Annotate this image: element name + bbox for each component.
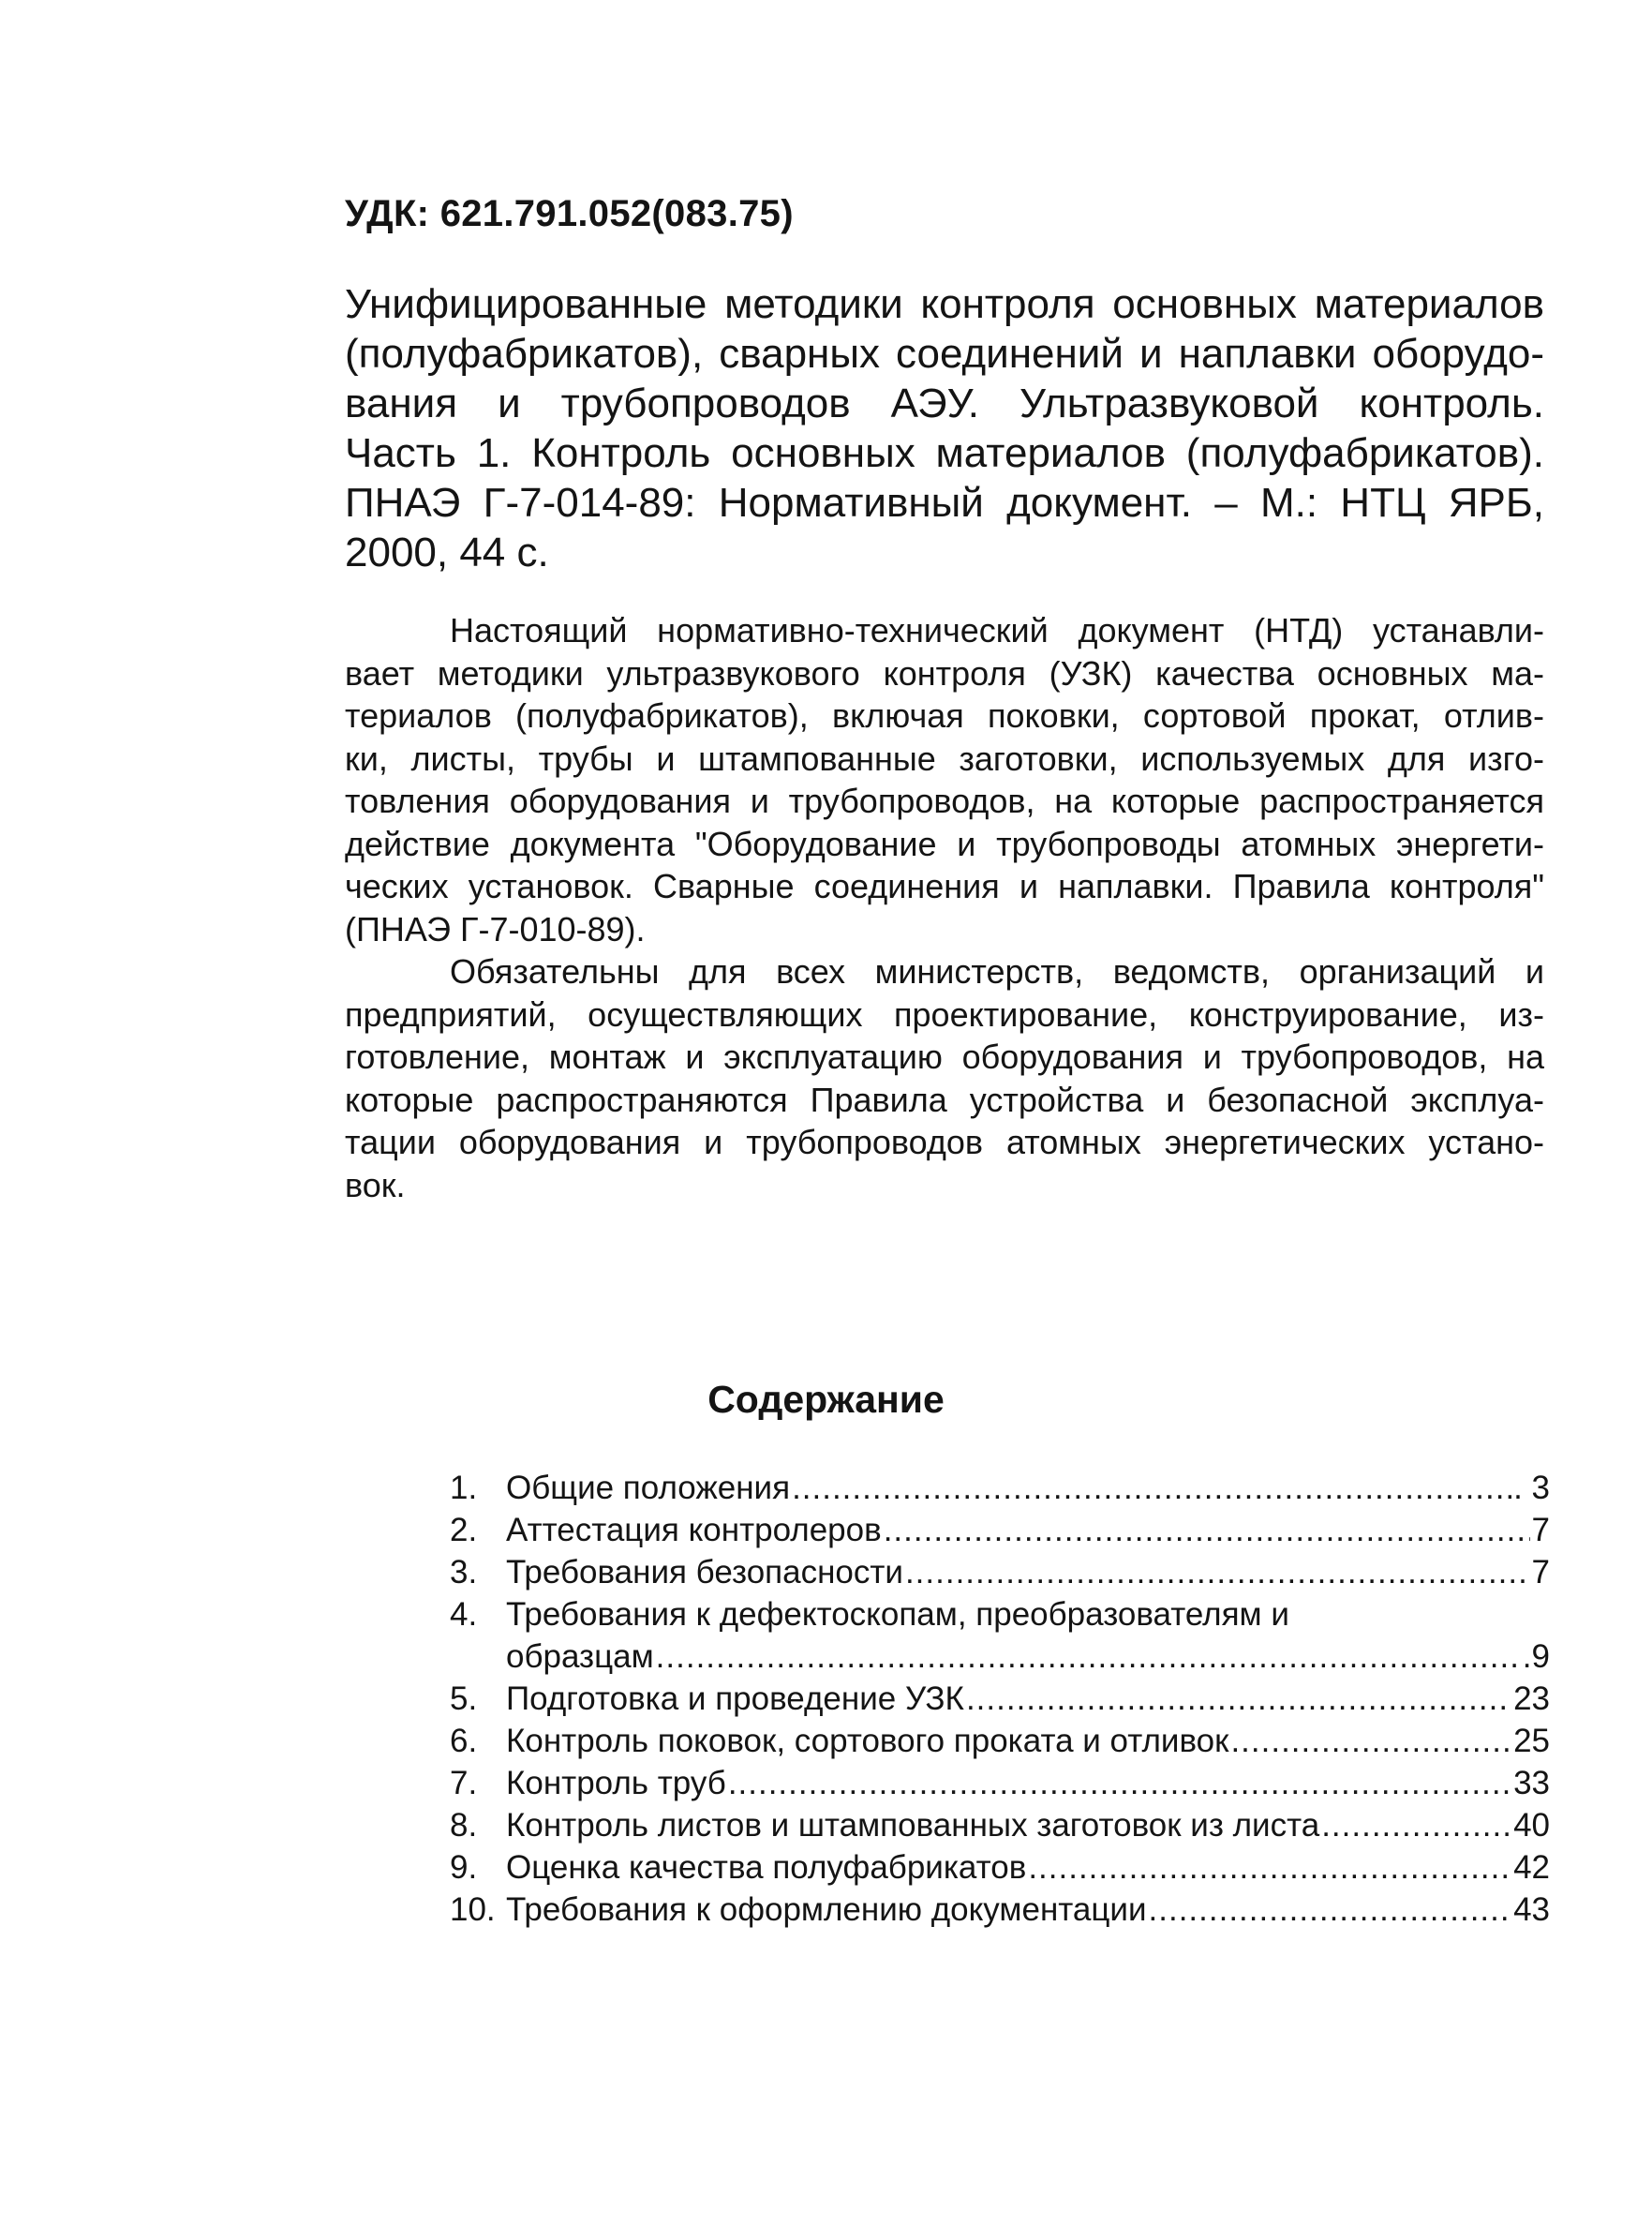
toc-entry-number: 1. [450, 1470, 478, 1506]
toc-entry-number: 4. [450, 1596, 478, 1633]
bibliography-line: (полуфабрикатов), сварных соединений и наплавки оборудо- [345, 331, 1544, 377]
table-of-contents [450, 1467, 1550, 1931]
abstract-line: Обязательны для всех министерств, ведомств, организаций и [450, 952, 1544, 991]
toc-leader-dots [1149, 1889, 1512, 1931]
abstract-line: Настоящий нормативно-технический документ (НТД) устанавли- [450, 611, 1544, 650]
toc-leader-dots [728, 1762, 1511, 1804]
abstract-line: вок. [345, 1165, 406, 1204]
toc-entry[interactable] [450, 1804, 1550, 1846]
toc-entry[interactable] [450, 1678, 1550, 1720]
abstract-line: действие документа "Оборудование и трубопроводы атомных энергети- [345, 824, 1544, 863]
bibliography-line: вания и трубопроводов АЭУ. Ультразвуковой контроль. [345, 381, 1544, 426]
toc-leader-dots [1321, 1804, 1511, 1846]
toc-entry[interactable] [450, 1720, 1550, 1762]
toc-entry-title: Требования к дефектоскопам, преобразователям и [506, 1596, 1289, 1633]
toc-entry-title: Контроль поковок, сортового проката и отливок [506, 1723, 1229, 1759]
toc-entry-page: 40 [1513, 1807, 1550, 1844]
toc-entry-page: 33 [1513, 1765, 1550, 1801]
toc-entry-page: 43 [1513, 1891, 1550, 1928]
abstract-line: готовление, монтаж и эксплуатацию оборудования и трубопроводов, на [345, 1038, 1544, 1076]
contents-heading: Содержание [707, 1378, 945, 1421]
toc-entry-number: 10. [450, 1891, 496, 1928]
abstract-paragraph [345, 609, 1544, 950]
bibliography-line: 2000, 44 с. [345, 530, 549, 575]
toc-entry-title: Контроль труб [506, 1765, 726, 1801]
toc-entry-number: 8. [450, 1807, 478, 1844]
abstract-line: товления оборудования и трубопроводов, на которые распространяется [345, 782, 1544, 820]
toc-entry-title: Требования безопасности [506, 1554, 903, 1590]
bibliography-line: Часть 1. Контроль основных материалов (полуфабрикатов). [345, 430, 1544, 476]
toc-entry-title: Контроль листов и штампованных заготовок из листа [506, 1807, 1320, 1844]
abstract-line: предприятий, осуществляющих проектирование, конструирование, из- [345, 994, 1544, 1034]
abstract-line: вает методики ультразвукового контроля (УЗК) качества основных ма- [345, 653, 1544, 693]
toc-entry[interactable] [450, 1762, 1550, 1804]
udk-code: УДК: 621.791.052(083.75) [345, 193, 794, 234]
toc-leader-dots [1028, 1846, 1511, 1889]
abstract-line: тации оборудования и трубопроводов атомных энергетических устано- [345, 1123, 1544, 1161]
abstract-line: (ПНАЭ Г-7-010-89). [345, 909, 646, 948]
abstract-line: ческих установок. Сварные соединения и наплавки. Правила контроля" [345, 867, 1544, 905]
abstract [345, 609, 1544, 1206]
toc-entry-page: . 3 [1513, 1470, 1550, 1506]
toc-entry-title: Требования к оформлению документации [506, 1891, 1147, 1928]
abstract-line: ки, листы, трубы и штампованные заготовки, используемых для изго- [345, 739, 1544, 778]
toc-entry-title: Оценка качества полуфабрикатов [506, 1849, 1027, 1886]
toc-entry-page: 25 [1513, 1723, 1550, 1759]
toc-entry-number: 5. [450, 1680, 478, 1717]
toc-entry[interactable] [450, 1593, 1550, 1635]
toc-entry[interactable] [450, 1467, 1550, 1509]
toc-leader-dots [905, 1551, 1530, 1593]
toc-entry-page: 7 [1531, 1512, 1550, 1548]
bibliography-line: Унифицированные методики контроля основных материалов [345, 281, 1544, 327]
toc-leader-dots [966, 1678, 1511, 1720]
toc-entry-title: Аттестация контролеров [506, 1512, 882, 1548]
abstract-line: которые распространяются Правила устройства и безопасной эксплуа- [345, 1080, 1544, 1119]
toc-entry[interactable] [450, 1509, 1550, 1551]
toc-entry-continuation[interactable] [450, 1635, 1550, 1678]
toc-entry-title: Общие положения [506, 1470, 791, 1506]
toc-leader-dots [884, 1509, 1530, 1551]
toc-entry-title: образцам [506, 1638, 654, 1675]
bibliographic-description [345, 279, 1544, 577]
toc-entry-number: 2. [450, 1512, 478, 1548]
toc-entry-number: 9. [450, 1849, 478, 1886]
abstract-line: териалов (полуфабрикатов), включая поковки, сортовой прокат, отлив- [345, 696, 1544, 735]
toc-entry-number: 7. [450, 1765, 478, 1801]
toc-entry[interactable] [450, 1846, 1550, 1889]
toc-leader-dots [1230, 1720, 1511, 1762]
toc-entry-number: 3. [450, 1554, 478, 1590]
toc-entry-title: Подготовка и проведение УЗК [506, 1680, 964, 1717]
abstract-paragraph [345, 950, 1544, 1206]
toc-entry[interactable] [450, 1551, 1550, 1593]
toc-leader-dots [792, 1467, 1511, 1509]
toc-entry-page: 42 [1513, 1849, 1550, 1886]
toc-entry-page: 23 [1513, 1680, 1550, 1717]
toc-leader-dots [656, 1635, 1521, 1678]
toc-entry-number: 6. [450, 1723, 478, 1759]
bibliography-line: ПНАЭ Г-7-014-89: Нормативный документ. – М.: НТЦ ЯРБ, [345, 480, 1544, 526]
toc-entry[interactable] [450, 1889, 1550, 1931]
toc-entry-page: .9 [1522, 1638, 1550, 1675]
toc-entry-page: 7 [1531, 1554, 1550, 1590]
